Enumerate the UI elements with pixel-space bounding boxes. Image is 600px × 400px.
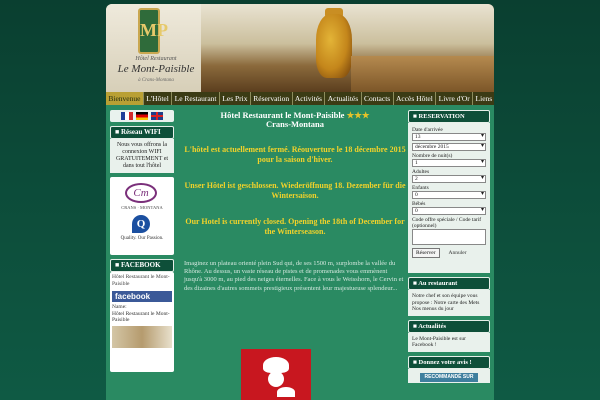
header-photo (201, 4, 494, 92)
star-rating-icon: ★★★ (346, 110, 370, 120)
closure-notice-fr: L'hôtel est actuellement fermé. Réouverture le 18 décembre 2015 pour la saison d'hiver. (184, 145, 406, 164)
chef-illustration[interactable] (241, 349, 311, 400)
nav-hotel[interactable]: L'Hôtel (144, 92, 172, 105)
wifi-box-text: Nous vous offrons la connexion WIFI GRATUITEMENT et dans tout l'hôtel (110, 139, 174, 173)
children-select[interactable]: 0 ▾ (412, 191, 486, 199)
nav-contacts[interactable]: Contacts (362, 92, 394, 105)
arrival-day-select[interactable]: 13 ▾ (412, 133, 486, 141)
nav-prix[interactable]: Les Prix (220, 92, 251, 105)
facebook-logo[interactable]: facebook (112, 291, 172, 302)
cancel-link[interactable]: Annuler (448, 250, 467, 256)
reservation-actions (412, 248, 486, 258)
nav-acces[interactable]: Accès Hôtel (394, 92, 437, 105)
page (106, 4, 494, 400)
hotel-logo[interactable] (106, 4, 201, 92)
serving-dish-icon (277, 387, 295, 397)
left-sidebar (110, 110, 174, 372)
nav-activites[interactable]: Activités (293, 92, 326, 105)
babies-select[interactable]: 0 ▾ (412, 207, 486, 215)
facebook-box-title: ■ FACEBOOK (110, 259, 174, 272)
site-header (106, 4, 494, 92)
wifi-box-title: ■ Réseau WIFI (110, 126, 174, 139)
restaurant-box-text[interactable]: Notre chef et son équipe vous propose : Notre carte des Mets Nos menus du jour (408, 290, 490, 316)
nav-actualites[interactable]: Actualités (325, 92, 361, 105)
news-box-text[interactable]: Le Mont-Paisible est sur Facebook ! (408, 333, 490, 352)
logo-subtitle: Hôtel Restaurant (135, 56, 177, 62)
nav-bienvenue[interactable]: Bienvenue (106, 92, 144, 105)
welcome-content (184, 111, 406, 293)
logo-location: à Crans-Montana (138, 78, 174, 83)
nav-reservation[interactable]: Réservation (251, 92, 293, 105)
main-nav (106, 92, 494, 105)
crans-montana-logo[interactable]: Cm (125, 183, 157, 203)
arrival-month-select[interactable]: décembre 2015 ▾ (412, 143, 486, 151)
chef-head-icon (268, 371, 284, 387)
quality-logo[interactable]: Q (132, 215, 150, 233)
hotel-name: Hôtel Restaurant le Mont-Paisible (220, 110, 345, 120)
adults-select[interactable]: 2 ▾ (412, 175, 486, 183)
nights-select[interactable]: 1 ▾ (412, 159, 486, 167)
nav-restaurant[interactable]: Le Restaurant (172, 92, 220, 105)
reservation-title: ■ RESERVATION (408, 110, 490, 123)
review-box-title: ■ Donnez votre avis ! (408, 356, 490, 369)
arrival-label: Date d'arrivée (412, 127, 443, 133)
facebook-widget (110, 272, 174, 372)
facebook-name-value[interactable]: Hôtel Restaurant le Mont-Paisible (112, 310, 170, 323)
intro-paragraph: Imaginez un plateau orienté plein Sud qui, de ses 1500 m, surplombe la vallée du Rhône. Au dessus, un vaste réseau de pistes et de promenades vous emmènent jusqu'à 3000 m, au pied des neiges éternelles. Face à vous le Weisshorn, le Cervin et des dizaines d'autres sommets prestigieux présentent leur majestueuse splendeur... (184, 260, 404, 292)
recommend-badge[interactable]: RECOMMANDÉ SUR (420, 373, 478, 382)
facebook-page-line[interactable]: Hôtel Restaurant le Mont-Paisible (112, 274, 170, 287)
closure-notice-en: Our Hotel is currently closed. Opening the 18th of December for the Winterseason. (185, 217, 405, 236)
vase-body (316, 14, 352, 78)
page-subtitle: Crans-Montana (265, 119, 325, 129)
facebook-name-label: Name: (112, 304, 127, 310)
flag-english-icon[interactable] (151, 112, 163, 120)
reception-counter-image (351, 56, 494, 92)
flag-french-icon[interactable] (121, 112, 133, 120)
crans-montana-logo-text: CRANS · MONTANA (121, 205, 163, 210)
partner-logos (110, 177, 174, 255)
reservation-form (408, 123, 490, 273)
right-sidebar (408, 110, 490, 383)
quality-logo-text: Quality. Our Passion. (120, 236, 164, 241)
nav-livre-or[interactable]: Livre d'Or (436, 92, 473, 105)
adults-label: Adultes (412, 169, 430, 175)
reserve-button[interactable]: Réserver (412, 248, 440, 258)
news-box-title: ■ Actualités (408, 320, 490, 333)
promo-code-input[interactable] (412, 229, 486, 245)
restaurant-box-title: ■ Au restaurant (408, 277, 490, 290)
flag-german-icon[interactable] (136, 112, 148, 120)
promo-code-label: Code offre spéciale / Code tarif (optionnel) (412, 217, 482, 229)
language-flags (110, 110, 174, 122)
logo-hotel-name: Le Mont-Paisible (117, 63, 195, 75)
nights-label: Nombre de nuit(s) (412, 153, 453, 159)
review-box (408, 369, 490, 383)
babies-label: Bébés (412, 201, 426, 207)
logo-monogram: MP (138, 8, 160, 54)
facebook-thumbnail[interactable] (112, 326, 172, 348)
nav-liens[interactable]: Liens (475, 94, 493, 103)
closure-notice-de: Unser Hôtel ist geschlossen. Wiederöffnung 18. Dezember für die Wintersaison. (184, 181, 406, 200)
children-label: Enfants (412, 185, 429, 191)
